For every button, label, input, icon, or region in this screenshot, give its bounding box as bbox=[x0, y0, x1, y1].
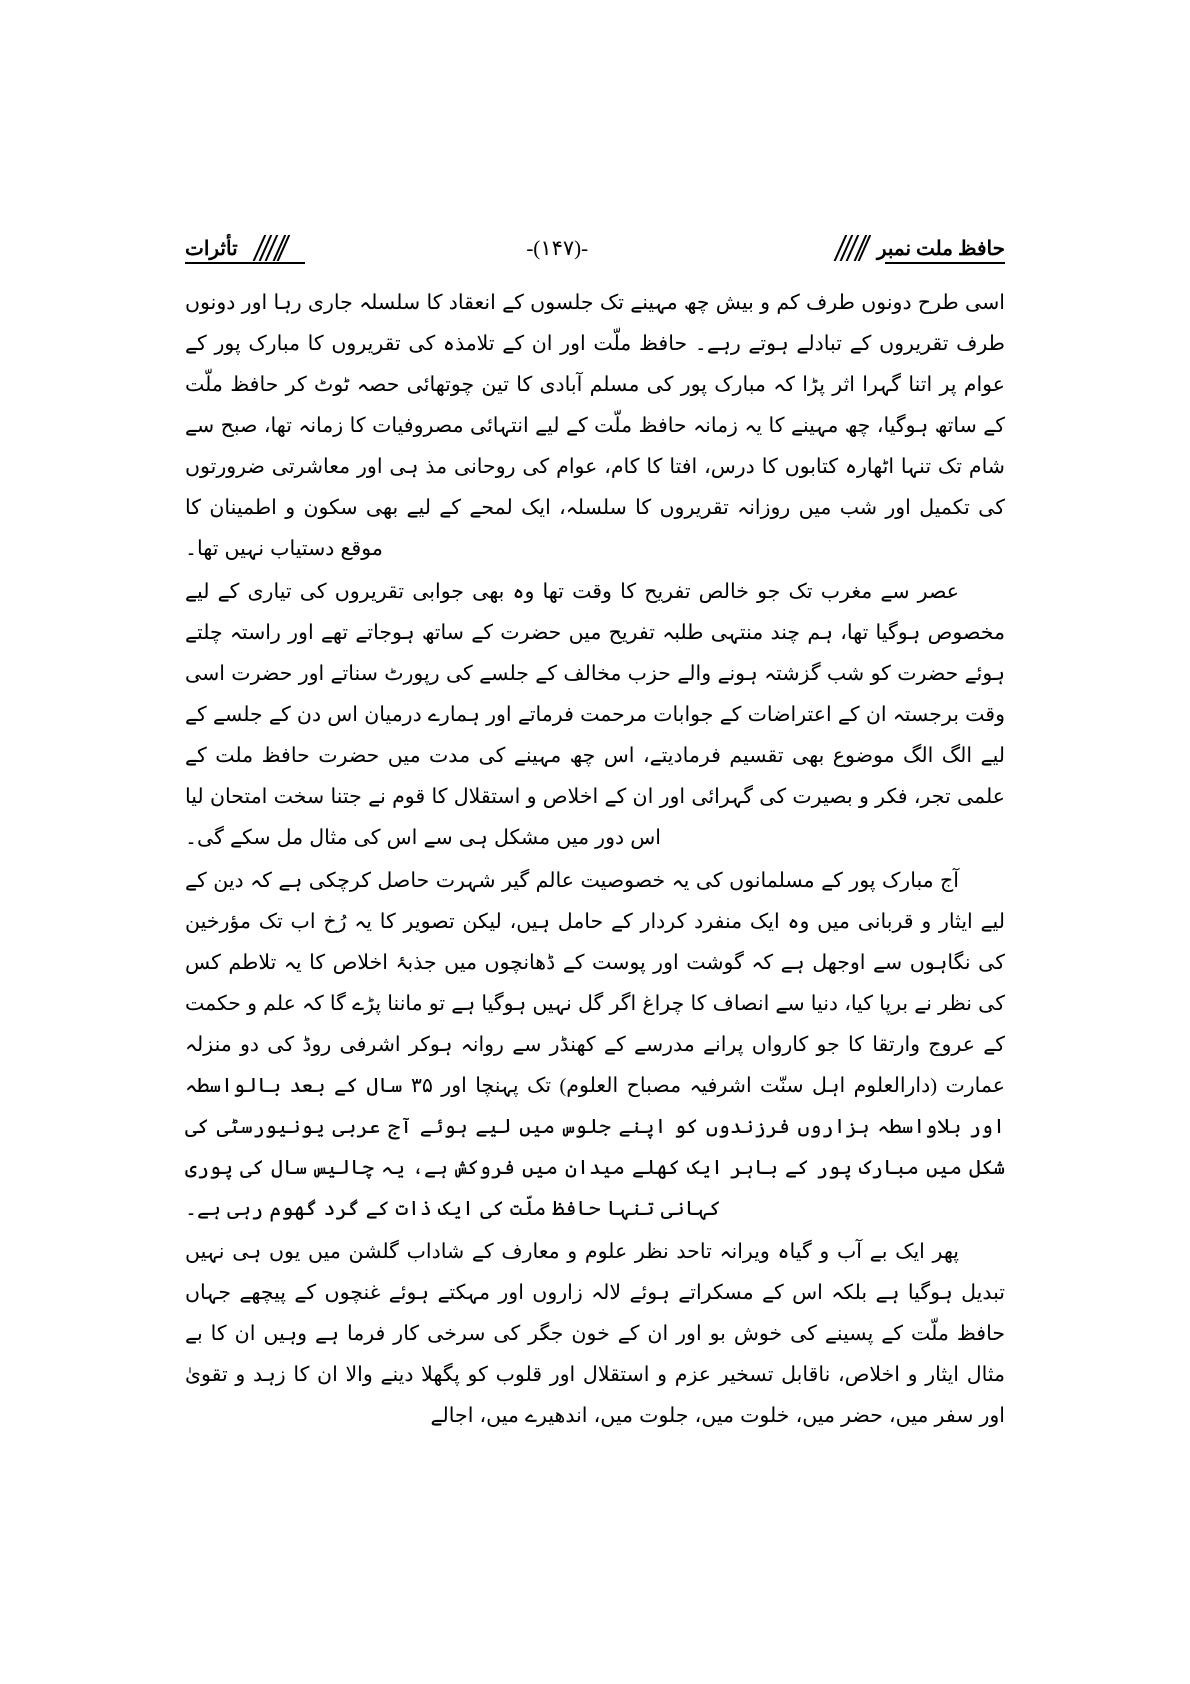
header-section-label: تأثرات bbox=[185, 238, 238, 260]
decorative-slashes-right-icon bbox=[825, 235, 871, 261]
header-rule-left bbox=[185, 262, 305, 264]
paragraph-2: عصر سے مغرب تک جو خالص تفریح کا وقت تھا وہ بھی جوابی تقریروں کی تیاری کے لیے مخصوص ہوگیا تھا، ہم چند منتہی طلبہ تفریح میں حضرت کے ساتھ ہوجاتے تھے اور راستہ چلتے ہوئے حضرت کو شب گزشتہ ہونے والے حزب مخالف کے جلسے کی رپورٹ سناتے اور حضرت اسی وقت برجستہ ان کے اعتراضات کے جوابات مرحمت فرماتے اور ہمارے درمیان اس دن کے جلسے کے لیے الگ الگ موضوع بھی تقسیم فرمادیتے، اس چھ مہینے کی مدت میں حضرت حافظ ملت کے علمی تجر، فکر و بصیرت کی گہرائی اور ان کے اخلاص و استقلال کا قوم نے جتنا سخت امتحان لیا اس دور میں مشکل ہی سے اس کی مثال مل سکے گی۔ bbox=[185, 581, 1005, 849]
paragraph-4: پھر ایک بے آب و گیاہ ویرانہ تاحد نظر علوم و معارف کے شاداب گلشن میں یوں ہی نہیں تبدیل ہوگیا ہے بلکہ اس کے مسکراتے ہوئے لالہ زاروں اور مہکتے ہوئے غنچوں کے پیچھے جہاں حافظ ملّت کے پسینے کی خوش بو اور ان کے خون جگر کی سرخی کار فرما ہے وہیں ان کا بے مثال ایثار و اخلاص، ناقابل تسخیر عزم و استقلال اور قلوب کو پگھلا دینے والا ان کا زہد و تقویٰ اور سفر میں، حضر میں، خلوت میں، جلوت میں، اندھیرے میں، اجالے bbox=[185, 1241, 1005, 1427]
paragraph-1: اسی طرح دونوں طرف کم و بیش چھ مہینے تک جلسوں کے انعقاد کا سلسلہ جاری رہا اور دونوں طرف تقریروں کے تبادلے ہوتے رہے۔ حافظ ملّت اور ان کے تلامذہ کی تقریروں کا مبارک پور کے عوام پر اتنا گہرا اثر پڑا کہ مبارک پور کی مسلم آبادی کا تین چوتھائی حصہ ٹوٹ کر حافظ ملّت کے ساتھ ہوگیا، چھ مہینے کا یہ زمانہ حافظ ملّت کے لیے انتہائی مصروفیات کا زمانہ تھا، صبح سے شام تک تنہا اٹھارہ کتابوں کا درس، افتا کا کام، عوام کی روحانی مذ ہی اور معاشرتی ضرورتوں کی تکمیل اور شب میں روزانہ تقریروں کا سلسلہ، ایک لمحے کے لیے بھی سکون و اطمینان کا موقع دستیاب نہیں تھا۔ bbox=[185, 292, 1005, 560]
page-header bbox=[185, 228, 1005, 268]
header-chapter-label: حافظ ملت نمبر bbox=[876, 238, 1005, 260]
header-right-group bbox=[825, 235, 1005, 261]
paragraph-3: آج مبارک پور کے مسلمانوں کی یہ خصوصیت عالم گیر شہرت حاصل کرچکی ہے کہ دین کے لیے ایثار و قربانی میں وہ ایک منفرد کردار کے حامل ہیں، لیکن تصویر کا یہ رُخ اب تک مؤرخین کی نگاہوں سے اوجھل ہے کہ گوشت اور پوست کے ڈھانچوں میں جذبۂ اخلاص کا یہ تلاطم کس کی نظر نے برپا کیا، دنیا سے انصاف کا چراغ اگر گل نہیں ہوگیا ہے تو ماننا پڑے گا کہ علم و حکمت کے عروج وارتقا کا جو کارواں پرانے مدرسے کے کھنڈر سے روانہ ہوکر اشرفی روڈ کی دو منزلہ عمارت (دارالعلوم اہل سنّت اشرفیہ مصباح العلوم) تک پہنچا اور ۳۵ سال کے بعد بالواسطہ اور بلاواسطہ ہزاروں فرزندوں کو اپنے جلوس میں لیے ہوئے آج عربی یونیورسٹی کی شکل میں مبارک پور کے باہر ایک کھلے میدان میں فروکش ہے، یہ چالیس سال کی پوری کہانی تنہا حافظ ملّت کی ایک ذات کے گرد گھوم رہی ہے۔ bbox=[185, 870, 1006, 1220]
header-rule-right bbox=[885, 262, 1005, 264]
page-body bbox=[185, 283, 1005, 1439]
header-left-group bbox=[185, 235, 290, 261]
page-number: -(۱۴۷)- bbox=[526, 235, 589, 260]
decorative-slashes-left-icon bbox=[244, 235, 290, 261]
